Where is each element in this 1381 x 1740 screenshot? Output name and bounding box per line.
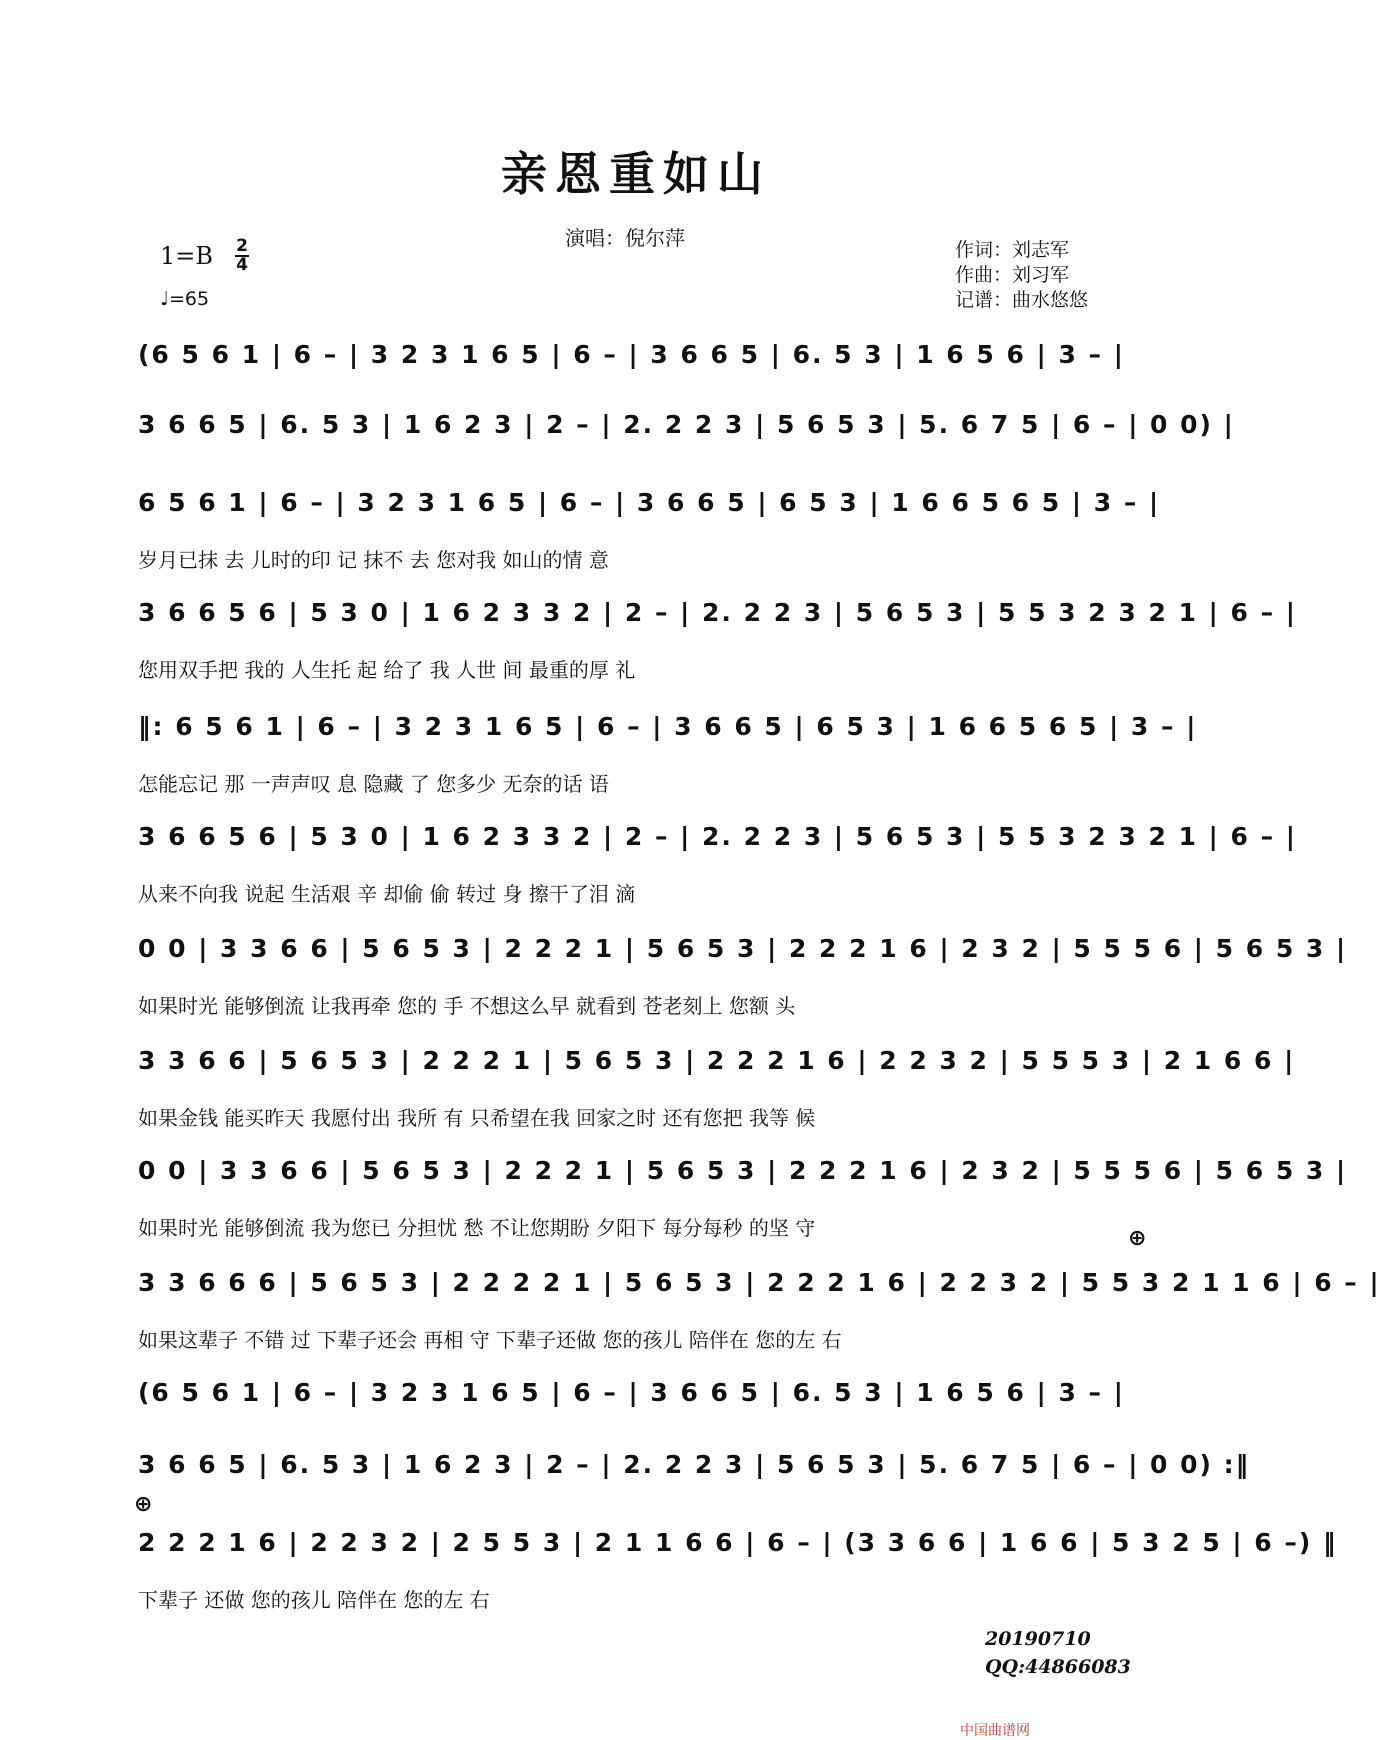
footer-qq: QQ:44866083 — [985, 1656, 1131, 1678]
notation-line: 0 0 | 3 3 6 6 | 5 6 5 3 | 2 2 2 1 | 5 6 5 3 | 2 2 2 1 6 | 2 3 2 | 5 5 5 6 | 5 6 5 3 | — [138, 1156, 1348, 1185]
lyrics-line: 岁月已抹 去 儿时的印 记 抹不 去 您对我 如山的情 意 — [138, 548, 609, 572]
composer-credit: 作曲：刘习军 — [955, 264, 1070, 286]
lyrics-line: 从来不向我 说起 生活艰 辛 却偷 偷 转过 身 擦干了泪 滴 — [138, 882, 636, 906]
notation-line: 2 2 2 1 6 | 2 2 3 2 | 2 5 5 3 | 2 1 1 6 6 | 6 – | (3 3 6 6 | 1 6 6 | 5 3 2 5 | 6 –) ‖ — [138, 1528, 1338, 1557]
time-signature — [235, 238, 249, 274]
notation-line: 3 6 6 5 | 6. 5 3 | 1 6 2 3 | 2 – | 2. 2 2 3 | 5 6 5 3 | 5. 6 7 5 | 6 – | 0 0) :‖ — [138, 1450, 1251, 1479]
time-signature-top: 2 — [236, 236, 248, 256]
coda-icon: ⊕ — [1128, 1226, 1147, 1251]
notation-line: ‖: 6 5 6 1 | 6 – | 3 2 3 1 6 5 | 6 – | 3 6 6 5 | 6 5 3 | 1 6 6 5 6 5 | 3 – | — [138, 712, 1198, 741]
notation-line: 6 5 6 1 | 6 – | 3 2 3 1 6 5 | 6 – | 3 6 6 5 | 6 5 3 | 1 6 6 5 6 5 | 3 – | — [138, 488, 1161, 517]
credits-block — [955, 238, 1088, 313]
site-watermark: 中国曲谱网 — [960, 1723, 1030, 1739]
key-signature: 1=B — [160, 242, 214, 270]
lyricist-credit: 作词：刘志军 — [955, 239, 1070, 261]
footer-date: 20190710 — [985, 1628, 1091, 1650]
notation-line: (6 5 6 1 | 6 – | 3 2 3 1 6 5 | 6 – | 3 6 6 5 | 6. 5 3 | 1 6 5 6 | 3 – | — [138, 340, 1125, 369]
tempo-marking: ♩=65 — [160, 288, 210, 310]
lyrics-line: 怎能忘记 那 一声声叹 息 隐藏 了 您多少 无奈的话 语 — [138, 772, 609, 796]
notation-line: 3 6 6 5 | 6. 5 3 | 1 6 2 3 | 2 – | 2. 2 2 3 | 5 6 5 3 | 5. 6 7 5 | 6 – | 0 0) | — [138, 410, 1235, 439]
singer-credit: 演唱：倪尔萍 — [565, 226, 685, 250]
lyrics-line: 如果时光 能够倒流 让我再牵 您的 手 不想这么早 就看到 苍老刻上 您额 头 — [138, 994, 796, 1018]
transcriber-credit: 记谱：曲水悠悠 — [955, 289, 1089, 311]
lyrics-line: 如果时光 能够倒流 我为您已 分担忧 愁 不让您期盼 夕阳下 每分每秒 的坚 守 — [138, 1216, 816, 1240]
lyrics-line: 您用双手把 我的 人生托 起 给了 我 人世 间 最重的厚 礼 — [138, 658, 636, 682]
notation-line: (6 5 6 1 | 6 – | 3 2 3 1 6 5 | 6 – | 3 6 6 5 | 6. 5 3 | 1 6 5 6 | 3 – | — [138, 1378, 1125, 1407]
notation-line: 3 3 6 6 6 | 5 6 5 3 | 2 2 2 2 1 | 5 6 5 3 | 2 2 2 1 6 | 2 2 3 2 | 5 5 3 2 1 1 6 | 6 – | — [138, 1268, 1381, 1297]
notation-line: 3 3 6 6 | 5 6 5 3 | 2 2 2 1 | 5 6 5 3 | 2 2 2 1 6 | 2 2 3 2 | 5 5 5 3 | 2 1 6 6 | — [138, 1046, 1296, 1075]
lyrics-line: 下辈子 还做 您的孩儿 陪伴在 您的左 右 — [138, 1588, 490, 1612]
lyrics-line: 如果金钱 能买昨天 我愿付出 我所 有 只希望在我 回家之时 还有您把 我等 候 — [138, 1106, 816, 1130]
notation-line: 0 0 | 3 3 6 6 | 5 6 5 3 | 2 2 2 1 | 5 6 5 3 | 2 2 2 1 6 | 2 3 2 | 5 5 5 6 | 5 6 5 3 | — [138, 934, 1348, 963]
song-title: 亲恩重如山 — [501, 147, 771, 201]
lyrics-line: 如果这辈子 不错 过 下辈子还会 再相 守 下辈子还做 您的孩儿 陪伴在 您的左 右 — [138, 1328, 842, 1352]
time-signature-bottom: 4 — [236, 255, 248, 275]
coda-icon: ⊕ — [134, 1492, 153, 1517]
notation-line: 3 6 6 5 6 | 5 3 0 | 1 6 2 3 3 2 | 2 – | 2. 2 2 3 | 5 6 5 3 | 5 5 3 2 3 2 1 | 6 – | — [138, 822, 1297, 851]
footer-info — [985, 1625, 1131, 1681]
notation-line: 3 6 6 5 6 | 5 3 0 | 1 6 2 3 3 2 | 2 – | 2. 2 2 3 | 5 6 5 3 | 5 5 3 2 3 2 1 | 6 – | — [138, 598, 1297, 627]
